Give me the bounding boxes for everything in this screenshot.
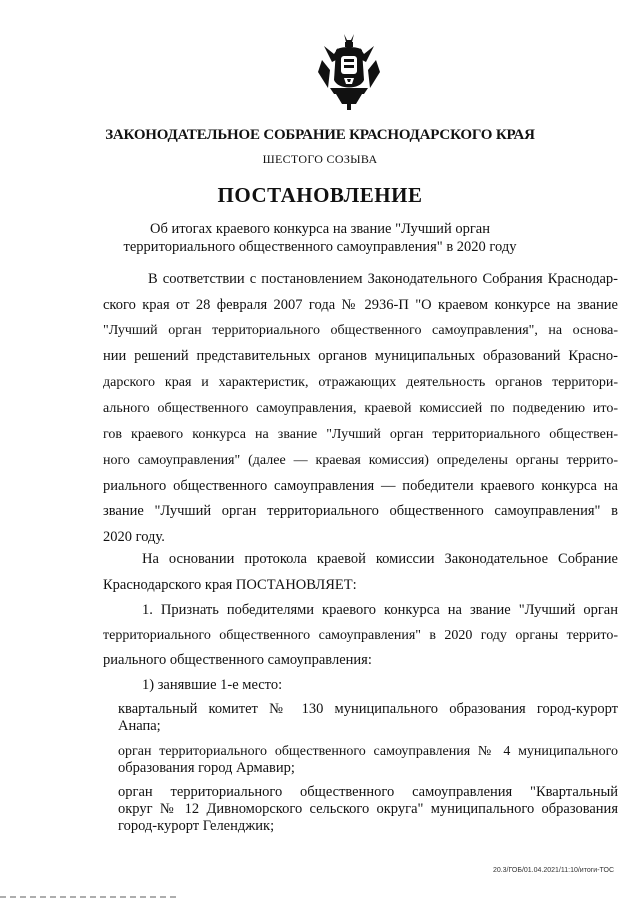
paragraph-line: В соответствии с постановлением Законодательного Собрания Краснодар- [148, 271, 618, 287]
paragraph-line: На основании протокола краевой комиссии Законодательное Собрание [142, 551, 618, 567]
paragraph-line: звание "Лучший орган территориального общественного самоуправления" в [103, 503, 618, 519]
subject-line-1: Об итогах краевого конкурса на звание "Лучший орган [150, 221, 490, 237]
paragraph-line: Краснодарского края ПОСТАНОВЛЯЕТ: [103, 577, 357, 593]
paragraph-line: ского края от 28 февраля 2007 года № 2936-П "О краевом конкурсе на звание [103, 297, 618, 313]
paragraph-line: риального общественного самоуправления — победители краевого конкурса на [103, 478, 618, 494]
paragraph-line: нии решений представительных органов муниципальных образований Красно- [103, 348, 618, 364]
winner-item-line: Анапа; [118, 718, 161, 734]
document-type-title: ПОСТАНОВЛЕНИЕ [217, 183, 423, 207]
document-code: 20.3/ГОБ/01.04.2021/11:10/итоги-ТОС [492, 867, 614, 874]
paragraph-line: дарского края и характеристик, отражающих деятельность органов территори- [103, 375, 618, 390]
issuing-body: ЗАКОНОДАТЕЛЬНОЕ СОБРАНИЕ КРАСНОДАРСКОГО КРАЯ [105, 127, 535, 143]
winner-item-line: орган территориального общественного самоуправления "Квартальный [118, 784, 618, 800]
subject-line-2: территориального общественного самоуправления" в 2020 году [123, 239, 517, 255]
paragraph-line: ального общественного самоуправления, краевой комиссией по подведению ито- [103, 401, 618, 416]
coat-of-arms-emblem [314, 32, 384, 112]
paragraph-line: 1. Признать победителями краевого конкурса на звание "Лучший орган [142, 602, 618, 618]
paragraph-line: риального общественного самоуправления: [103, 652, 372, 668]
paragraph-line: гов краевого конкурса на звание "Лучший орган территориального обществен- [103, 427, 618, 442]
winner-item-line: округ № 12 Дивноморского сельского округа" муниципального образования [118, 801, 618, 817]
paragraph-line: 2020 году. [103, 529, 165, 545]
paragraph-line: территориального общественного самоуправления" в 2020 году органы террито- [103, 628, 618, 643]
convocation: ШЕСТОГО СОЗЫВА [262, 152, 378, 166]
winner-item-line: квартальный комитет № 130 муниципального образования город-курорт [118, 701, 618, 717]
paragraph-line: "Лучший орган территориального общественного самоуправления", на основа- [103, 323, 618, 338]
winner-item-line: город-курорт Геленджик; [118, 818, 275, 834]
place-heading: 1) занявшие 1-е место: [142, 677, 283, 693]
winner-item-line: образования город Армавир; [118, 760, 295, 776]
winner-item-line: орган территориального общественного самоуправления № 4 муниципального [118, 744, 618, 759]
paragraph-line: ного самоуправления" (далее — краевая комиссия) определены органы террито- [103, 453, 618, 468]
scan-artifact-divider [0, 896, 180, 898]
